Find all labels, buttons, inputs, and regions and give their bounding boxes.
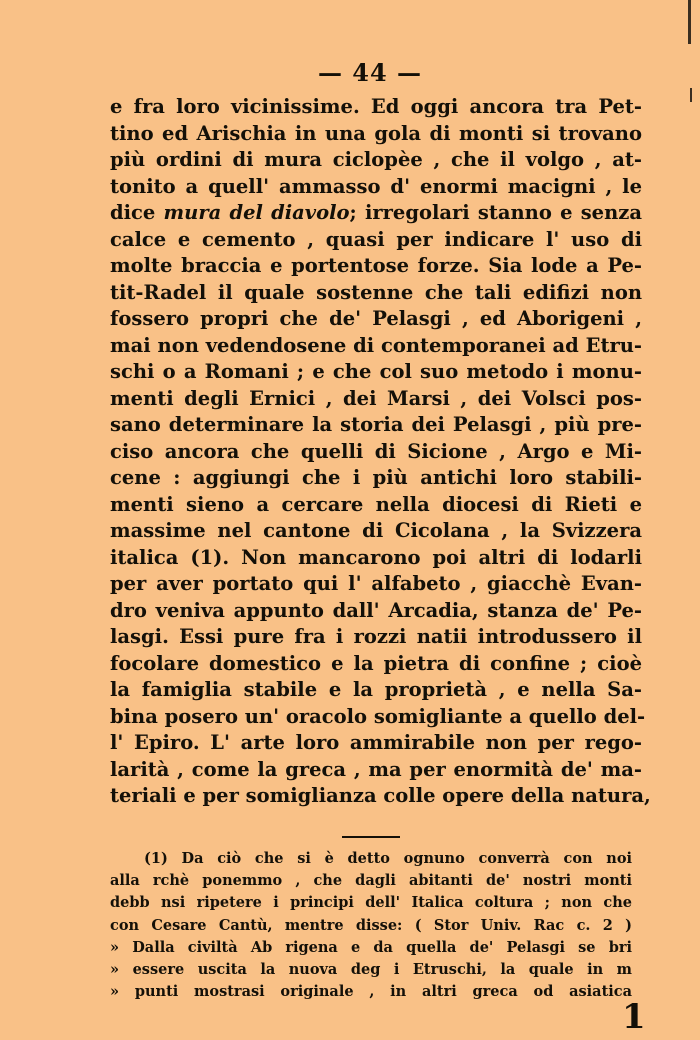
- text-line: e fra loro vicinissime. Ed oggi ancora tra Pet-: [110, 95, 642, 118]
- text-line: mai non vedendosene di contemporanei ad Etru-: [110, 333, 642, 357]
- text-line: calce e cemento , quasi per indicare l' uso di: [110, 227, 642, 251]
- italic-phrase: mura del diavolo: [163, 201, 350, 224]
- text-line: lasgi. Essi pure fra i rozzi natii introdussero il: [110, 625, 642, 648]
- text-line: dro veniva appunto dall' Arcadia, stanza de' Pe-: [110, 598, 642, 622]
- text-line: bina posero un' oracolo somigliante a quello del-: [110, 704, 646, 728]
- text-line: menti sieno a cercare nella diocesi di Rieti e: [110, 492, 642, 516]
- text-line: italica (1). Non mancarono poi altri di lodarli: [110, 545, 642, 569]
- margin-edge-mark-small: [690, 88, 692, 102]
- text-line: [110, 200, 642, 227]
- page-number: — 44 —: [317, 58, 423, 87]
- text-line: cene : aggiungi che i più antichi loro stabili-: [110, 466, 642, 489]
- footnote-line: debb nsi ripetere i principi dell' Italica coltura ; non che: [110, 894, 632, 912]
- footnote-line: » punti mostrasi originale , in altri greca od asiatica: [110, 983, 632, 1001]
- text-line: massime nel cantone di Cicolana , la Svizzera: [110, 519, 642, 542]
- text-line: la famiglia stabile e la proprietà , e nella Sa-: [110, 678, 642, 701]
- footnote-line: (1) Da ciò che si è detto ognuno converrà con noi: [144, 850, 632, 867]
- text-line: tino ed Arischia in una gola di monti si trovano: [110, 121, 642, 145]
- footnote-line: » essere uscita la nuova deg i Etruschi, la quale in m: [110, 960, 632, 978]
- text-line: l' Epiro. L' arte loro ammirabile non per rego-: [110, 731, 642, 754]
- footnote-line: con Cesare Cantù, mentre disse: ( Stor Univ. Rac c. 2 ): [110, 916, 632, 934]
- text-line: schi o a Romani ; e che col suo metodo i monu-: [110, 360, 642, 383]
- text-line: teriali e per somiglianza colle opere della natura,: [110, 784, 651, 807]
- text-segment: ; irregolari stanno e senza: [349, 201, 642, 224]
- main-text: [110, 94, 651, 810]
- text-line: ciso ancora che quelli di Sicione , Argo e Mi-: [110, 439, 642, 463]
- text-line: più ordini di mura ciclopèe , che il volgo , at-: [110, 148, 642, 171]
- text-line: sano determinare la storia dei Pelasgi , più pre-: [110, 413, 642, 436]
- text-line: tonito a quell' ammasso d' enormi macigni , le: [110, 174, 642, 198]
- text-line: focolare domestico e la pietra di confine ; cioè: [110, 651, 642, 675]
- text-line: per aver portato qui l' alfabeto , giacchè Evan-: [110, 572, 642, 595]
- footnote-line: » Dalla civiltà Ab rigena e da quella de' Pelasgi se bri: [110, 938, 632, 956]
- text-line: fossero propri che de' Pelasgi , ed Aborigeni ,: [110, 307, 642, 330]
- margin-edge-mark: [688, 0, 691, 44]
- text-line: molte braccia e portentose forze. Sia lode a Pe-: [110, 254, 642, 277]
- footnote-separator-rule: [342, 836, 400, 838]
- text-line: larità , come la greca , ma per enormità de' ma-: [110, 757, 642, 781]
- text-line: menti degli Ernici , dei Marsi , dei Volsci pos-: [110, 386, 642, 410]
- footnote-line: alla rchè ponemmo , che dagli abitanti de' nostri monti: [110, 872, 632, 890]
- corner-handwritten-mark: 1: [622, 997, 646, 1037]
- text-segment: dice: [110, 201, 164, 224]
- text-line: tit-Radel il quale sostenne che tali edifizi non: [110, 280, 642, 304]
- footnote: [110, 848, 632, 1003]
